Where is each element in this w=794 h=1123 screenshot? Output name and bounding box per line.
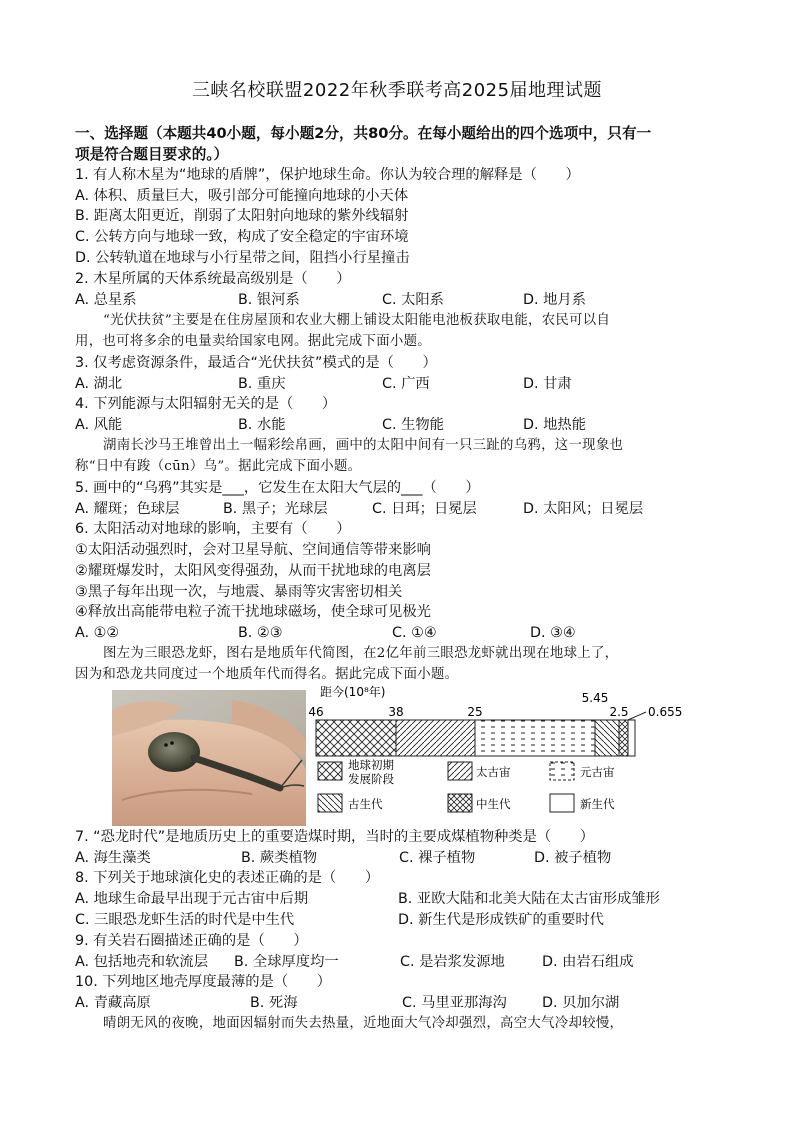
legend-label-mesozoic: 中生代 [476,797,511,811]
q10-option-c: C. 马里亚那海沟 [402,995,507,1011]
timeline-tick-2.5: 2.5 [609,705,629,719]
q7-option-a: A. 海生藻类 [75,850,151,866]
legend-swatch-cenozoic [550,794,574,812]
triops-photo [112,690,306,826]
q9-option-b: B. 全球厚度均一 [234,954,339,970]
segment-paleozoic [595,720,619,756]
timeline-tick-25: 25 [467,705,483,719]
q4-option-d: D. 地热能 [523,417,586,433]
q2-option-b: B. 银河系 [238,292,300,308]
q10-stem: 10. 下列地区地壳厚度最薄的是（ ） [75,974,332,990]
passage-triops-cont: 因为和恐龙共同度过一个地质年代而得名。据此完成下面小题。 [75,667,459,682]
legend-swatch-archean [448,762,472,780]
passage-photovoltaic: “光伏扶贫”主要是在住房屋顶和农业大棚上铺设太阳能电池板获取电能，农民可以自 [103,313,611,328]
q4-option-a: A. 风能 [75,417,123,433]
segment-early [316,720,396,756]
q6-option-d: D. ③④ [530,625,576,641]
exam-title: 三峡名校联盟2022年秋季联考高2025届地理试题 [191,80,603,101]
q1-option-d: D. 公转轨道在地球与小行星带之间，阻挡小行星撞击 [75,250,410,266]
tick-leader-line [628,712,646,720]
timeline-unit-label: 距今(10⁸年) [320,685,386,699]
legend-label-cenozoic: 新生代 [580,797,615,811]
q6-statement-1: ①太阳活动强烈时，会对卫星导航、空间通信等带来影响 [75,542,431,558]
q7-option-d: D. 被子植物 [534,850,612,866]
legend-label-archean: 太古宙 [476,765,511,779]
passage-inversion: 晴朗无风的夜晚，地面因辐射而失去热量，近地面大气冷却强烈，高空大气冷却较慢， [103,1016,624,1031]
segment-archean [396,720,475,756]
q10-option-d: D. 贝加尔湖 [542,995,620,1011]
q6-stem: 6. 太阳活动对地球的影响，主要有（ ） [75,521,351,537]
q3-option-b: B. 重庆 [238,376,286,392]
q6-option-b: B. ②③ [238,625,283,641]
q1-option-c: C. 公转方向与地球一致，构成了安全稳定的宇宙环境 [75,229,409,245]
q6-option-c: C. ①④ [392,625,437,641]
q6-statement-3: ③黑子每年出现一次，与地震、暴雨等灾害密切相关 [75,584,403,600]
timeline-tick-0.655: 0.655 [648,705,683,719]
q3-option-d: D. 甘肃 [523,376,572,392]
q6-option-a: A. ①② [75,625,120,641]
legend-swatch-early [318,762,342,780]
q8-option-d: D. 新生代是形成铁矿的重要时代 [398,912,604,928]
q8-option-a: A. 地球生命最早出现于元古宙中后期 [75,891,309,907]
segment-mesozoic [619,720,628,756]
legend-swatch-paleozoic [318,794,342,812]
q6-statement-2: ②耀斑爆发时，太阳风变得强劲，从而干扰地球的电离层 [75,563,431,579]
q9-option-d: D. 由岩石组成 [542,954,634,970]
triops-photo-graphic [112,690,306,826]
q4-stem: 4. 下列能源与太阳辐射无关的是（ ） [75,396,337,412]
q9-stem: 9. 有关岩石圈描述正确的是（ ） [75,933,308,949]
segment-proterozoic [475,720,595,756]
q8-stem: 8. 下列关于地球演化史的表述正确的是（ ） [75,870,380,886]
section-heading: 一、选择题（本题共40小题，每小题2分，共80分。在每小题给出的四个选项中，只有一 [75,125,652,142]
timeline-tick-38: 38 [388,705,404,719]
q3-option-a: A. 湖北 [75,376,123,392]
legend-swatch-mesozoic [448,794,472,812]
q6-statement-4: ④释放出高能带电粒子流干扰地球磁场，使全球可见极光 [75,604,431,620]
legend-swatch-proterozoic [550,762,574,780]
q4-option-b: B. 水能 [238,417,286,433]
q7-stem: 7. “恐龙时代”是地质历史上的重要造煤时期，当时的主要成煤植物种类是（ ） [75,829,595,845]
legend-label-paleozoic: 古生代 [348,797,383,811]
q1-option-b: B. 距离太阳更近，削弱了太阳射向地球的紫外线辐射 [75,208,409,224]
q7-option-c: C. 裸子植物 [399,850,476,866]
q1-option-a: A. 体积、质量巨大，吸引部分可能撞向地球的小天体 [75,188,409,204]
passage-photovoltaic-cont: 用，也可将多余的电量卖给国家电网。据此完成下面小题。 [75,334,431,349]
legend-label-proterozoic: 元古宙 [580,765,615,779]
q9-option-c: C. 是岩浆发源地 [400,954,505,970]
q9-option-a: A. 包括地壳和软流层 [75,954,208,970]
q5-option-c: C. 日珥；日冕层 [372,501,477,517]
q2-stem: 2. 木星所属的天体系统最高级别是（ ） [75,271,351,287]
q7-option-b: B. 蕨类植物 [241,850,318,866]
timeline-tick-5.45: 5.45 [581,691,609,705]
timeline-legend [318,758,615,812]
q4-option-c: C. 生物能 [382,417,444,433]
q3-option-c: C. 广西 [382,376,430,392]
q2-option-d: D. 地月系 [523,292,586,308]
q10-option-a: A. 青藏高原 [75,995,151,1011]
q2-option-c: C. 太阳系 [382,292,444,308]
section-heading-cont: 项是符合题目要求的。） [75,146,229,163]
q8-option-b: B. 亚欧大陆和北美大陆在太古宙形成雏形 [398,891,660,907]
segment-cenozoic [628,720,635,756]
q5-option-a: A. 耀斑；色球层 [75,501,180,517]
passage-silk-painting-cont: 称“日中有踆（cūn）乌”。据此完成下面小题。 [75,459,362,474]
legend-label-early-1: 地球初期 [348,758,394,772]
q2-option-a: A. 总星系 [75,292,137,308]
q5-option-b: B. 黑子；光球层 [223,501,328,517]
q8-option-c: C. 三眼恐龙虾生活的时代是中生代 [75,912,295,928]
timeline-tick-46: 46 [308,705,324,719]
passage-triops: 图左为三眼恐龙虾，图右是地质年代简图，在2亿年前三眼恐龙虾就出现在地球上了， [103,646,619,661]
q10-option-b: B. 死海 [250,995,298,1011]
legend-label-early-2: 发展阶段 [348,772,394,786]
q5-stem: 5. 画中的“乌鸦”其实是___，它发生在太阳大气层的___（ ） [75,480,480,496]
q3-stem: 3. 仅考虑资源条件，最适合“光伏扶贫”模式的是（ ） [75,355,437,371]
q5-option-d: D. 太阳风；日冕层 [523,501,644,517]
geologic-timeline-diagram [310,682,690,822]
passage-silk-painting: 湖南长沙马王堆曾出土一幅彩绘帛画，画中的太阳中间有一只三趾的乌鸦，这一现象也 [103,438,624,453]
q1-stem: 1. 有人称木星为“地球的盾牌”，保护地球生命。你认为较合理的解释是（ ） [75,167,580,183]
